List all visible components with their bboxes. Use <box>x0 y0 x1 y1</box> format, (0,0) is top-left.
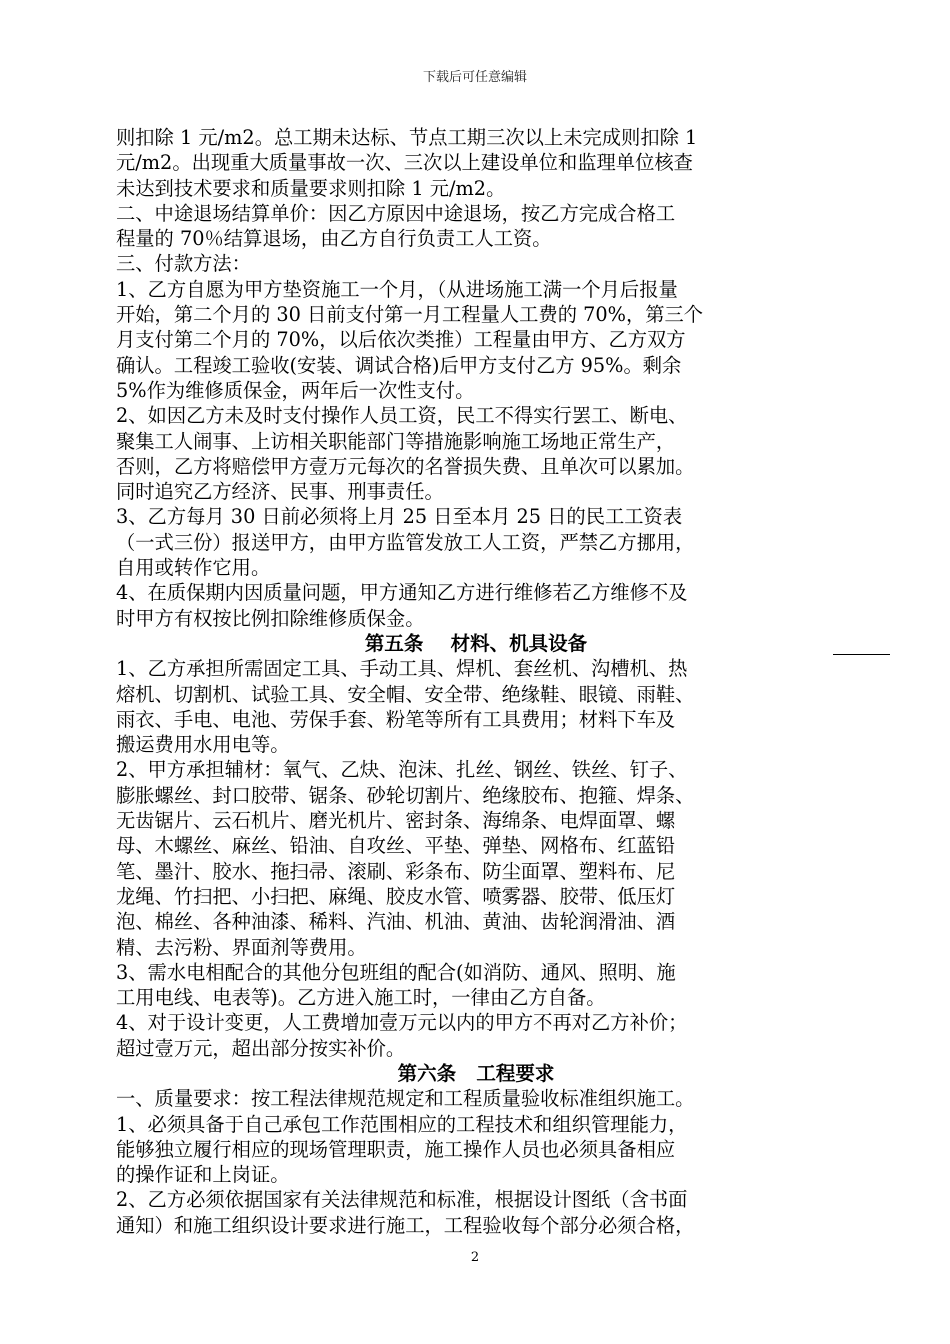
margin-rule <box>833 654 890 655</box>
text-line: 笔、墨汁、胶水、拖扫帚、滚刷、彩条布、防尘面罩、塑料布、尼 <box>116 859 676 883</box>
section-heading-article-6: 第六条 工程要求 <box>397 1061 555 1085</box>
text-line: 雨衣、手电、电池、劳保手套、粉笔等所有工具费用；材料下车及 <box>116 707 676 731</box>
text-line: （一式三份）报送甲方，由甲方监管发放工人工资，严禁乙方挪用， <box>116 530 695 554</box>
text-line: 的操作证和上岗证。 <box>116 1163 290 1187</box>
text-line: 泡、棉丝、各种油漆、稀料、汽油、机油、黄油、齿轮润滑油、酒 <box>116 910 676 934</box>
text-line: 通知）和施工组织设计要求进行施工，工程验收每个部分必须合格， <box>116 1213 695 1237</box>
text-line: 4、对于设计变更，人工费增加壹万元以内的甲方不再对乙方补价； <box>116 1011 688 1035</box>
text-line: 能够独立履行相应的现场管理职责，施工操作人员也必须具备相应 <box>116 1137 676 1161</box>
text-line: 确认。工程竣工验收(安装、调试合格)后甲方支付乙方 95%。剩余 <box>116 353 682 377</box>
text-line: 超过壹万元，超出部分按实补价。 <box>116 1036 406 1060</box>
text-line: 精、去污粉、界面剂等费用。 <box>116 935 367 959</box>
text-line: 3、需水电相配合的其他分包班组的配合(如消防、通风、照明、施 <box>116 960 676 984</box>
text-line: 1、乙方自愿为甲方垫资施工一个月，（从进场施工满一个月后报量 <box>116 277 678 301</box>
text-line: 否则，乙方将赔偿甲方壹万元每次的名誉损失费、且单次可以累加。 <box>116 454 695 478</box>
text-line: 搬运费用水用电等。 <box>116 733 290 757</box>
text-line: 三、付款方法： <box>116 252 251 276</box>
text-line: 则扣除 1 元/m2。总工期未达标、节点工期三次以上未完成则扣除 1 <box>116 126 698 149</box>
document-body <box>116 125 836 1238</box>
text-line: 2、甲方承担辅材：氧气、乙炔、泡沫、扎丝、钢丝、铁丝、钉子、 <box>116 758 688 782</box>
text-line: 自用或转作它用。 <box>116 556 271 580</box>
text-line: 熔机、切割机、试验工具、安全帽、安全带、绝缘鞋、眼镜、雨鞋、 <box>116 682 695 706</box>
section-heading-article-5: 第五条 材料、机具设备 <box>364 631 588 655</box>
text-line: 二、中途退场结算单价：因乙方原因中途退场，按乙方完成合格工 <box>116 201 676 225</box>
text-line: 工用电线、电表等)。乙方进入施工时，一律由乙方自备。 <box>116 986 606 1010</box>
text-line: 月支付第二个月的 70%，以后依次类推）工程量由甲方、乙方双方 <box>116 328 686 352</box>
text-line: 一、质量要求：按工程法律规范规定和工程质量验收标准组织施工。 <box>116 1087 695 1111</box>
text-line: 5%作为维修质保金，两年后一次性支付。 <box>116 378 475 402</box>
text-line: 同时追究乙方经济、民事、刑事责任。 <box>116 480 444 504</box>
text-line: 程量的 70％结算退场，由乙方自行负责工人工资。 <box>116 227 552 251</box>
text-line: 未达到技术要求和质量要求则扣除 1 元/m2。 <box>116 176 506 200</box>
text-line: 母、木螺丝、麻丝、铅油、自攻丝、平垫、弹垫、网格布、红蓝铅 <box>116 834 676 858</box>
text-line: 龙绳、竹扫把、小扫把、麻绳、胶皮水管、喷雾器、胶带、低压灯 <box>116 884 676 908</box>
text-line: 元/m2。出现重大质量事故一次、三次以上建设单位和监理单位核查 <box>116 151 693 175</box>
header-note: 下载后可任意编辑 <box>422 70 527 85</box>
text-line: 1、必须具备于自己承包工作范围相应的工程技术和组织管理能力， <box>116 1112 688 1136</box>
text-line: 开始，第二个月的 30 日前支付第一月工程量人工费的 70%，第三个 <box>116 303 704 327</box>
text-line: 膨胀螺丝、封口胶带、锯条、砂轮切割片、绝缘胶布、抱箍、焊条、 <box>116 783 695 807</box>
text-line: 无齿锯片、云石机片、磨光机片、密封条、海绵条、电焊面罩、螺 <box>116 809 676 833</box>
text-line: 2、乙方必须依据国家有关法律规范和标准，根据设计图纸（含书面 <box>116 1188 688 1212</box>
text-line: 2、如因乙方未及时支付操作人员工资，民工不得实行罢工、断电、 <box>116 404 688 428</box>
page-number: 2 <box>470 1250 480 1265</box>
text-line: 1、乙方承担所需固定工具、手动工具、焊机、套丝机、沟槽机、热 <box>116 657 688 681</box>
text-line: 3、乙方每月 30 日前必须将上月 25 日至本月 25 日的民工工资表 <box>116 505 683 529</box>
text-line: 时甲方有权按比例扣除维修质保金。 <box>116 606 425 630</box>
text-line: 聚集工人闹事、上访相关职能部门等措施影响施工场地正常生产， <box>116 429 676 453</box>
text-line: 4、在质保期内因质量问题，甲方通知乙方进行维修若乙方维修不及 <box>116 581 688 605</box>
